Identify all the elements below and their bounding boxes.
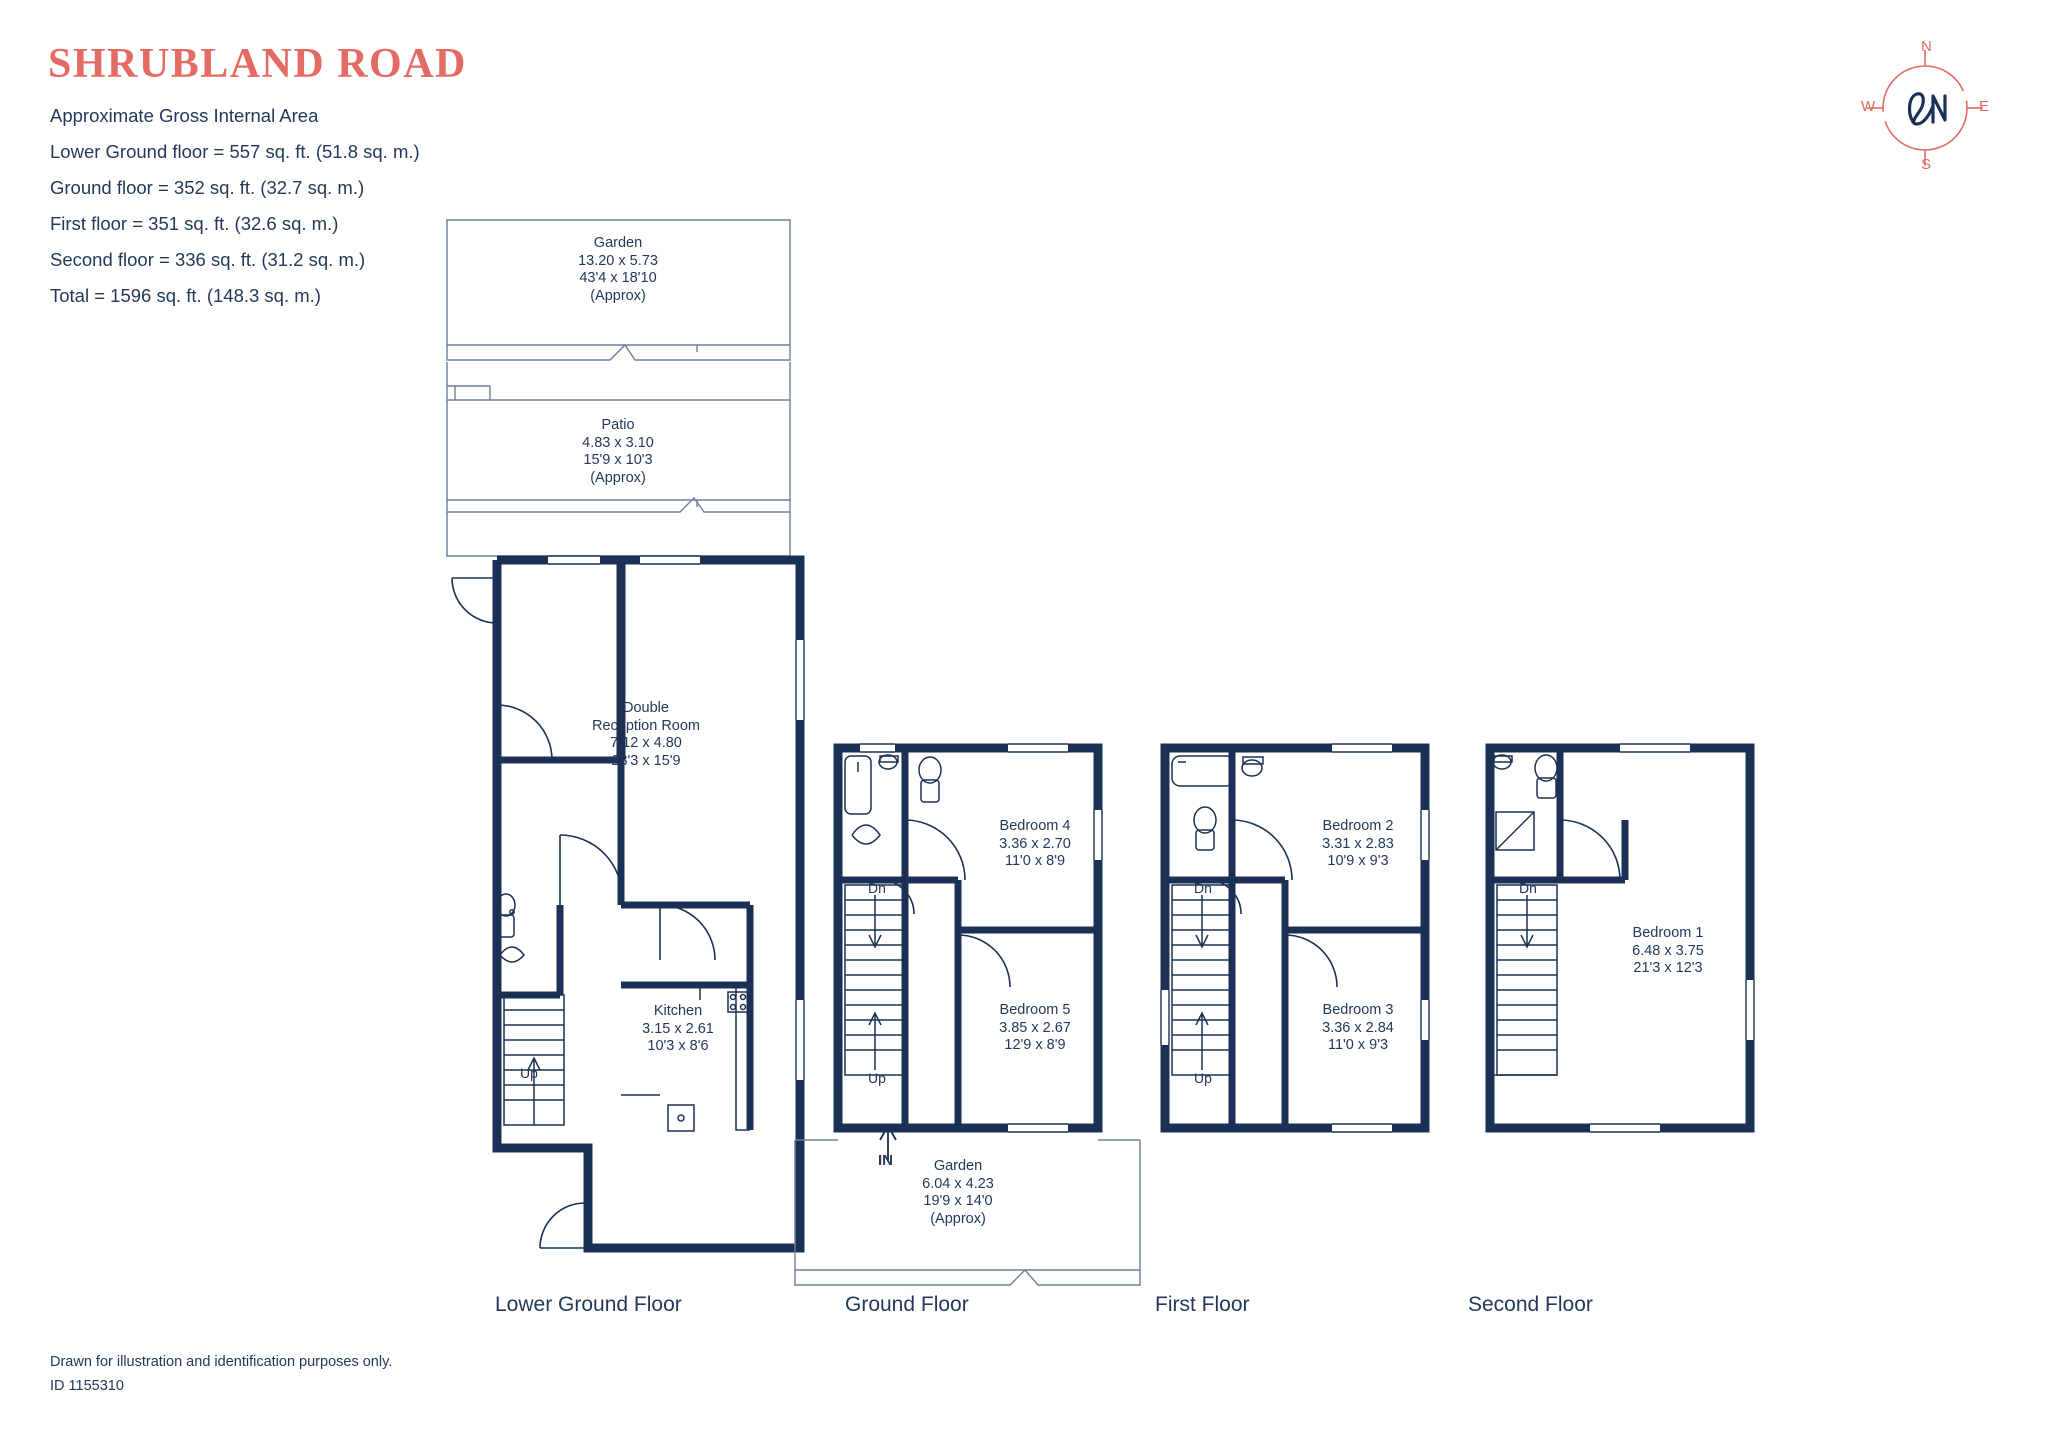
- room-label-double-reception: Double Reception Room 7.12 x 4.80 23'3 x 15'9: [592, 700, 700, 769]
- room-label-bedroom-5: Bedroom 5 3.85 x 2.67 12'9 x 8'9: [999, 1002, 1071, 1053]
- stair-label-ground-dn: Dn: [868, 880, 886, 896]
- compass-north-label: N: [1921, 38, 1932, 55]
- room-label-garden-lower: Garden 6.04 x 4.23 19'9 x 14'0 (Approx): [922, 1158, 994, 1227]
- entrance-label: IN: [878, 1152, 893, 1169]
- room-label-patio: Patio 4.83 x 3.10 15'9 x 10'3 (Approx): [582, 417, 654, 486]
- stair-label-first-up: Up: [1194, 1070, 1212, 1086]
- plan-second: [1490, 744, 1754, 1132]
- footer-disclaimer: Drawn for illustration and identification purposes only.: [50, 1354, 393, 1370]
- room-label-garden-upper: Garden 13.20 x 5.73 43'4 x 18'10 (Approx): [578, 235, 658, 304]
- room-label-bedroom-3: Bedroom 3 3.36 x 2.84 11'0 x 9'3: [1322, 1002, 1394, 1053]
- stair-label-ground-up: Up: [868, 1070, 886, 1086]
- area-line-lower-ground: Lower Ground floor = 557 sq. ft. (51.8 sq. m.): [50, 141, 420, 162]
- stair-label-lower-ground-up: Up: [520, 1065, 538, 1081]
- footer: [50, 1350, 392, 1398]
- compass-south-label: S: [1921, 156, 1932, 173]
- caption-lower-ground-floor: Lower Ground Floor: [495, 1293, 682, 1316]
- room-label-bedroom-2: Bedroom 2 3.31 x 2.83 10'9 x 9'3: [1322, 818, 1394, 869]
- page-title: SHRUBLAND ROAD: [48, 41, 467, 87]
- room-label-bedroom-1: Bedroom 1 6.48 x 3.75 21'3 x 12'3: [1632, 925, 1704, 976]
- area-line-ground: Ground floor = 352 sq. ft. (32.7 sq. m.): [50, 177, 365, 198]
- compass-rose: [1855, 38, 1995, 178]
- area-line-first: First floor = 351 sq. ft. (32.6 sq. m.): [50, 213, 339, 234]
- area-line-total: Total = 1596 sq. ft. (148.3 sq. m.): [50, 285, 321, 306]
- area-line-second: Second floor = 336 sq. ft. (31.2 sq. m.): [50, 249, 366, 270]
- caption-ground-floor: Ground Floor: [845, 1293, 969, 1316]
- caption-first-floor: First Floor: [1155, 1293, 1250, 1316]
- stair-label-second-dn: Dn: [1519, 880, 1537, 896]
- area-summary: [50, 98, 420, 314]
- footer-id: ID 1155310: [50, 1378, 124, 1394]
- area-subtitle: Approximate Gross Internal Area: [50, 105, 319, 126]
- stair-label-first-dn: Dn: [1194, 880, 1212, 896]
- compass-west-label: W: [1861, 98, 1876, 115]
- room-label-bedroom-4: Bedroom 4 3.36 x 2.70 11'0 x 8'9: [999, 818, 1071, 869]
- caption-second-floor: Second Floor: [1468, 1293, 1593, 1316]
- compass-east-label: E: [1979, 98, 1990, 115]
- room-label-kitchen: Kitchen 3.15 x 2.61 10'3 x 8'6: [642, 1003, 714, 1054]
